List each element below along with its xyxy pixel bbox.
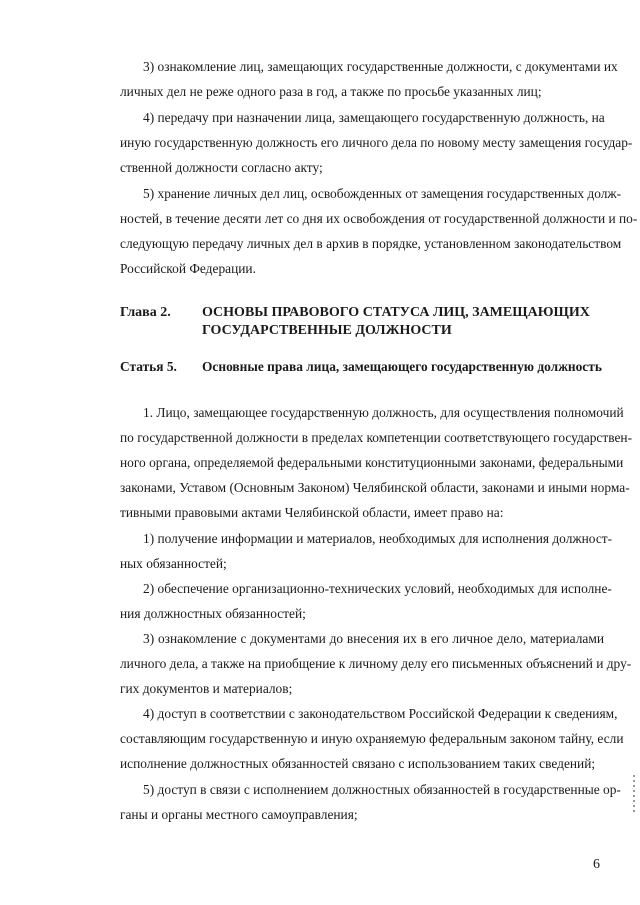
intro-item-3-line-1: 3) ознакомление лиц, замещающих государственные должности, с документами их: [143, 59, 618, 74]
body-para-1-line-5: тивными правовыми актами Челябинской области, имеет право на:: [120, 505, 504, 520]
body-item-2-line-1: 2) обеспечение организационно-технических условий, необходимых для исполне-: [143, 581, 612, 596]
body-item-3-line-3: гих документов и материалов;: [120, 681, 293, 696]
article-number: Статья 5.: [120, 359, 177, 374]
body-item-3-line-1: 3) ознакомление с документами до внесения их в его личное дело, материалами: [143, 631, 604, 646]
chapter-title-line-2: ГОСУДАРСТВЕННЫЕ ДОЛЖНОСТИ: [202, 323, 452, 338]
body-item-1-line-1: 1) получение информации и материалов, необходимых для исполнения должност-: [143, 531, 613, 546]
body-item-1-line-2: ных обязанностей;: [120, 556, 227, 571]
intro-item-4-line-1: 4) передачу при назначении лица, замещающего государственную должность, на: [143, 110, 605, 125]
body-item-3-line-2: личного дела, а также на приобщение к личному делу его письменных объяснений и дру-: [120, 656, 632, 671]
body-item-4-line-2: составляющим государственную и иную охраняемую федеральным законом тайну, если: [120, 731, 624, 746]
intro-item-5-line-2: ностей, в течение десяти лет со дня их освобождения от государственной должности и по-: [120, 211, 638, 226]
article-title: Основные права лица, замещающего государственную должность: [202, 359, 602, 374]
intro-item-5-line-4: Российской Федерации.: [120, 261, 256, 276]
intro-item-3-line-2: личных дел не реже одного раза в год, а также по просьбе указанных лиц;: [120, 84, 542, 99]
intro-item-4-line-3: ственной должности согласно акту;: [120, 160, 323, 175]
body-para-1-line-3: ного органа, определяемой федеральными конституционными законами, федеральными: [120, 455, 624, 470]
body-para-1-line-1: 1. Лицо, замещающее государственную должность, для осуществления полномочий: [143, 405, 624, 420]
body-item-4-line-3: исполнение должностных обязанностей связано с использованием таких сведений;: [120, 756, 596, 771]
body-item-5-line-1: 5) доступ в связи с исполнением должностных обязанностей в государственные ор-: [143, 782, 621, 797]
chapter-title-line-1: ОСНОВЫ ПРАВОВОГО СТАТУСА ЛИЦ, ЗАМЕЩАЮЩИХ: [202, 305, 590, 320]
intro-item-4-line-2: иную государственную должность его личного дела по новому месту замещения государ-: [120, 135, 633, 150]
page-number: 6: [593, 857, 600, 872]
body-item-5-line-2: ганы и органы местного самоуправления;: [120, 807, 358, 822]
intro-item-5-line-3: следующую передачу личных дел в архив в порядке, установленном законодательством: [120, 236, 622, 251]
body-item-4-line-1: 4) доступ в соответствии с законодательством Российской Федерации к сведениям,: [143, 706, 618, 721]
body-para-1-line-2: по государственной должности в пределах компетенции соответствующего государствен-: [120, 430, 633, 445]
scan-edge-mark: [633, 775, 635, 815]
body-para-1-line-4: законами, Уставом (Основным Законом) Челябинской области, законами и иными норма-: [120, 480, 630, 495]
body-item-2-line-2: ния должностных обязанностей;: [120, 606, 306, 621]
chapter-number: Глава 2.: [120, 305, 171, 320]
intro-item-5-line-1: 5) хранение личных дел лиц, освобожденных от замещения государственных долж-: [143, 186, 622, 201]
